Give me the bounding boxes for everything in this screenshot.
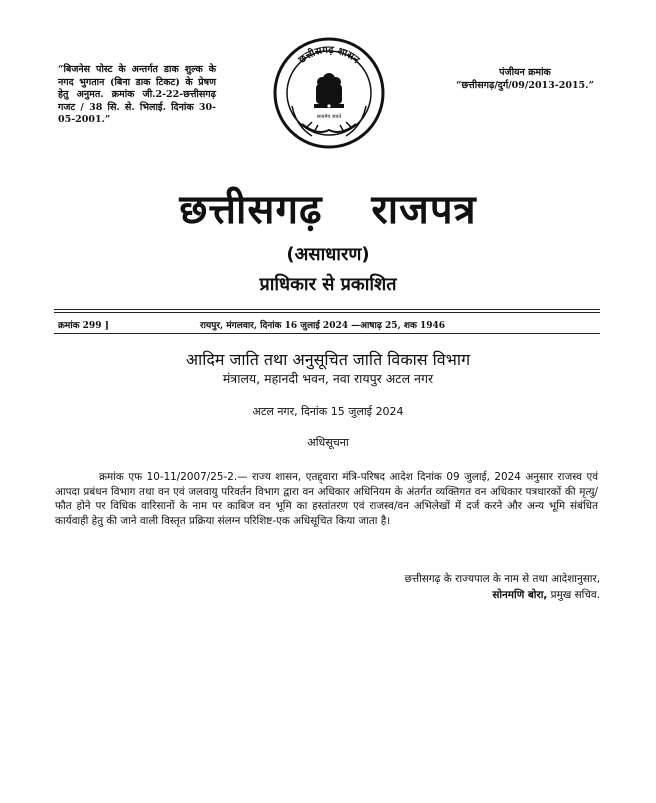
emblem-motto: सत्यमेव जयते (316, 114, 342, 120)
title-state: छत्तीसगढ़ (179, 187, 323, 233)
registration-label: पंजीयन क्रमांक (499, 67, 551, 78)
gazette-title (0, 180, 656, 235)
emblem-ring-text: छत्तीसगढ़ शासन (296, 44, 362, 66)
svg-text:छत्तीसगढ़ शासन (296, 45, 362, 67)
department-address: मंत्रालय, महानदी भवन, नवा रायपुर अटल नगर (222, 371, 434, 386)
place-date: अटल नगर, दिनांक 15 जुलाई 2024 (252, 405, 404, 418)
department-title: आदिम जाति तथा अनुसूचित जाति विकास विभाग (185, 350, 471, 369)
published-by-authority: प्राधिकार से प्रकाशित (259, 274, 397, 295)
extraordinary-label: (असाधारण) (286, 244, 370, 265)
registration-block (440, 66, 610, 92)
signatory-designation: प्रमुख सचिव. (550, 589, 600, 601)
signatory (300, 588, 600, 602)
bottom-rule (54, 333, 600, 334)
issue-date: रायपुर, मंगलवार, दिनांक 16 जुलाई 2024 —आषाढ़ 25, शक 1946 (200, 321, 446, 331)
postal-permit-note: “बिजनेस पोस्ट के अन्तर्गत डाक शुल्क के नगद भुगतान (बिना डाक टिकट) के प्रेषण हेतु अनुमत. क्रमांक जी.2-22-छत्तीसगढ़ गजट / 38 सि. से. भिलाई. दिनांक 30-05-2001.” (58, 64, 216, 125)
title-gazette: राजपत्र (371, 187, 477, 233)
state-emblem-icon (272, 36, 386, 150)
signatory-name: सोनमणि बोरा, (492, 589, 548, 601)
registration-number: “छत्तीसगढ़/दुर्ग/09/2013-2015.” (456, 80, 594, 91)
notification-body: क्रमांक एफ 10-11/2007/25-2.— राज्य शासन, एतद्द्वारा मंत्रि-परिषद आदेश दिनांक 09 जुलाई, 2024 अनुसार राजस्व एवं आपदा प्रबंधन विभाग तथा वन एवं जलवायु परिवर्तन विभाग द्वारा वन अधिकार अधिनियम के अंतर्गत व्यक्तिगत वन अधिकार पत्रधारकों की मृत्यु/फौत होने पर विधिक वारिसानों के नाम पर काबिज वन भूमि का हस्तांतरण एवं राजस्व/वन अभिलेखों में दर्ज करने और अन्य भूमि संबंधित कार्यवाही हेतु की जाने वाली विस्तृत प्रक्रिया संलग्न परिशिष्ट-एक अधिसूचित किया जाता है। (55, 471, 598, 527)
issue-number: क्रमांक 299 ] (58, 321, 109, 331)
top-rule (54, 309, 600, 310)
signature-authority-line: छत्तीसगढ़ के राज्यपाल के नाम से तथा आदेशानुसार, (404, 573, 600, 585)
top-rule-double (54, 312, 600, 313)
notification-heading: अधिसूचना (307, 436, 349, 449)
